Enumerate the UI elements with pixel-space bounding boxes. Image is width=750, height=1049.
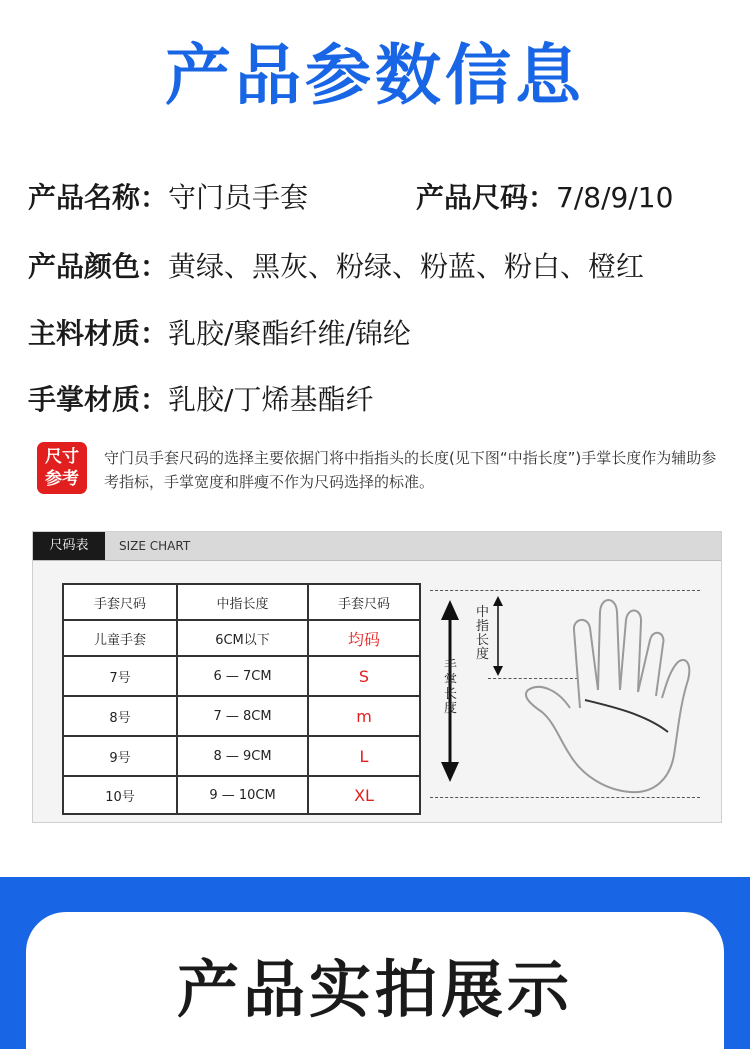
hand-outline-icon (526, 600, 689, 792)
product-size-label: 产品尺码： (416, 181, 557, 214)
product-name-label: 产品名称： (28, 181, 169, 214)
product-color-value: 黄绿、黑灰、粉绿、粉蓝、粉白、橙红 (168, 250, 645, 283)
table-row (63, 736, 420, 776)
table-row (63, 696, 420, 736)
table-cell: 儿童手套 (63, 620, 177, 656)
param-row-name (28, 176, 308, 216)
palm-length-label: 手掌长度 (444, 659, 458, 716)
param-row-main-material (28, 312, 411, 352)
table-header-cell: 手套尺码 (63, 584, 177, 620)
middle-finger-label: 中指长度 (476, 605, 490, 662)
param-row-palm-material (28, 378, 373, 418)
table-cell: 8 — 9CM (177, 736, 308, 776)
size-chart-tab: 尺码表 (33, 532, 105, 560)
param-row-size (416, 176, 673, 216)
param-row-color (28, 245, 644, 285)
table-row (63, 620, 420, 656)
size-chart-subtitle: SIZE CHART (119, 539, 191, 553)
table-row (63, 776, 420, 814)
table-cell: 8号 (63, 696, 177, 736)
palm-material-value: 乳胶/丁烯基酯纤 (168, 383, 374, 416)
table-row (63, 656, 420, 696)
size-table (62, 583, 421, 815)
gallery-title: 产品实拍展示 (176, 953, 573, 1026)
table-cell-size: S (308, 656, 420, 696)
table-header-cell: 手套尺码 (308, 584, 420, 620)
table-cell: 6 — 7CM (177, 656, 308, 696)
product-size-value: 7/8/9/10 (556, 181, 674, 214)
table-cell: 9号 (63, 736, 177, 776)
table-cell: 6CM以下 (177, 620, 308, 656)
table-cell: 9 — 10CM (177, 776, 308, 814)
hand-diagram-icon (430, 590, 720, 805)
table-cell-size: m (308, 696, 420, 736)
table-cell-size: L (308, 736, 420, 776)
table-cell: 10号 (63, 776, 177, 814)
table-cell: 7 — 8CM (177, 696, 308, 736)
size-reference-note: 守门员手套尺码的选择主要依据门将中指指头的长度(见下图“中指长度”)手掌长度作为辅助参考指标，手掌宽度和胖瘦不作为尺码选择的标准。 (104, 449, 717, 491)
badge-line-1: 尺寸 (45, 447, 79, 467)
table-header-cell: 中指长度 (177, 584, 308, 620)
finger-length-arrow-icon (493, 596, 503, 676)
size-chart-header (33, 532, 721, 561)
table-cell: 7号 (63, 656, 177, 696)
palm-material-label: 手掌材质： (28, 383, 169, 416)
page-title: 产品参数信息 (165, 37, 585, 114)
badge-line-2: 参考 (45, 469, 79, 489)
table-cell-size: 均码 (308, 620, 420, 656)
table-cell-size: XL (308, 776, 420, 814)
product-name-value: 守门员手套 (168, 181, 309, 214)
main-material-value: 乳胶/聚酯纤维/锦纶 (168, 317, 411, 350)
product-color-label: 产品颜色： (28, 250, 169, 283)
size-reference-badge (37, 442, 87, 494)
main-material-label: 主料材质： (28, 317, 169, 350)
table-header-row (63, 584, 420, 620)
